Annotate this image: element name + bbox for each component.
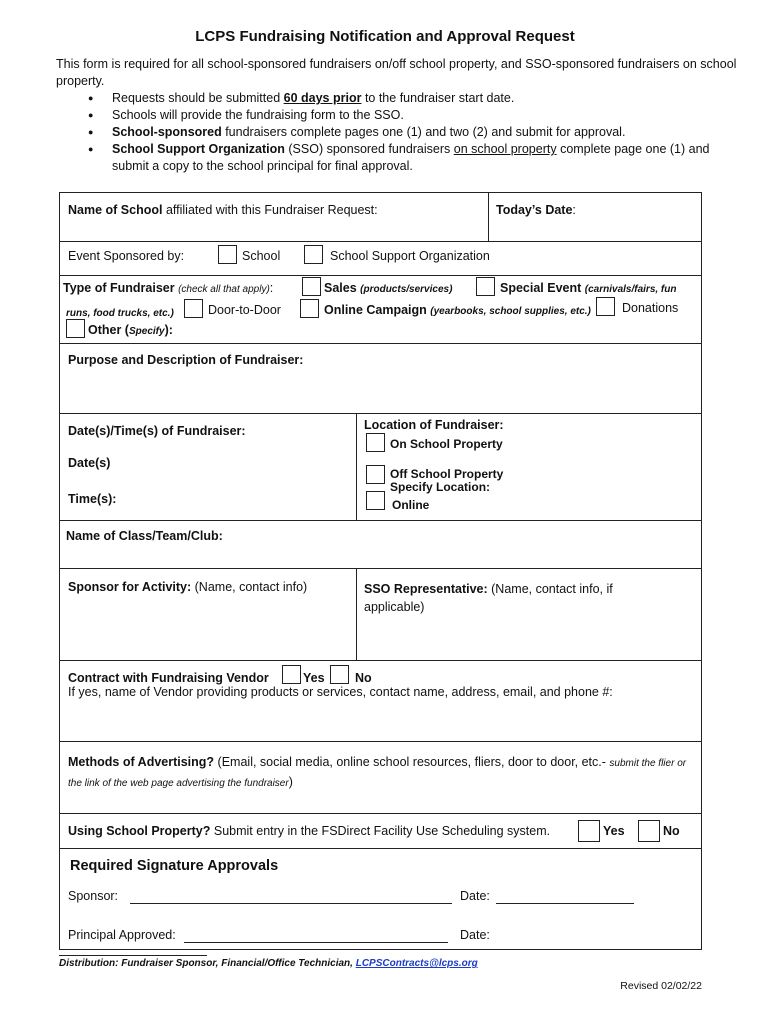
sponsor-date-line[interactable] bbox=[496, 889, 634, 904]
school-name-field[interactable]: Name of School affiliated with this Fundraiser Request: bbox=[68, 203, 378, 217]
list-item: ● School-sponsored fundraisers complete pages one (1) and two (2) and submit for approval. bbox=[56, 124, 746, 141]
special-event-checkbox[interactable] bbox=[476, 277, 495, 296]
form-title: LCPS Fundraising Notification and Approval Request bbox=[195, 28, 575, 45]
vendor-yes-label: Yes bbox=[303, 671, 325, 685]
special-event-hint-cont: runs, food trucks, etc.) bbox=[66, 308, 174, 319]
property-yes-checkbox[interactable] bbox=[578, 820, 600, 842]
dates-field[interactable]: Date(s) bbox=[68, 456, 111, 470]
school-property-label: Using School Property? Submit entry in the FSDirect Facility Use Scheduling system. bbox=[68, 824, 551, 838]
advertising-field[interactable]: Methods of Advertising? (Email, social media, online school resources, fliers, door to door, etc.- submit the flier or the link of the web page advertising the fundraiser) bbox=[68, 755, 687, 789]
sponsor-signature-line[interactable] bbox=[130, 889, 452, 904]
signatures-heading: Required Signature Approvals bbox=[70, 858, 279, 874]
on-property-label: On School Property bbox=[390, 437, 503, 451]
property-no-label: No bbox=[663, 824, 680, 838]
online-checkbox[interactable] bbox=[366, 491, 385, 510]
sponsor-signature-label: Sponsor: bbox=[68, 889, 119, 903]
sponsor-field[interactable]: Sponsor for Activity: (Name, contact info) bbox=[68, 580, 308, 594]
sso-representative-field[interactable]: SSO Representative: (Name, contact info, if applicable) bbox=[364, 582, 613, 614]
sponsor-date-label: Date: bbox=[460, 889, 490, 903]
on-property-checkbox[interactable] bbox=[366, 433, 385, 452]
principal-date-label: Date: bbox=[460, 928, 490, 942]
vendor-details-field[interactable]: If yes, name of Vendor providing products or services, contact name, address, email, and phone #: bbox=[68, 685, 613, 699]
class-team-club-field[interactable]: Name of Class/Team/Club: bbox=[66, 529, 223, 543]
list-item: ● School Support Organization (SSO) sponsored fundraisers on school property complete page one (1) and submit a copy to the school principal for final approval. bbox=[56, 141, 746, 175]
type-of-fundraiser-label: Type of Fundraiser (check all that apply): bbox=[63, 281, 274, 295]
sales-checkbox[interactable] bbox=[302, 277, 321, 296]
sales-option-label: Sales (products/services) bbox=[324, 281, 453, 295]
times-field[interactable]: Time(s): bbox=[68, 492, 117, 506]
todays-date-field[interactable]: Today’s Date: bbox=[496, 203, 576, 217]
event-sponsored-label: Event Sponsored by: bbox=[68, 249, 185, 263]
contracts-email-link[interactable]: LCPSContracts@lcps.org bbox=[355, 958, 478, 969]
vendor-no-label: No bbox=[355, 671, 372, 685]
revision-date: Revised 02/02/22 bbox=[620, 980, 702, 992]
list-item: ● Schools will provide the fundraising form to the SSO. bbox=[56, 107, 746, 124]
distribution-note: Distribution: Fundraiser Sponsor, Financial/Office Technician, LCPSContracts@lcps.org bbox=[59, 958, 478, 969]
intro-section bbox=[56, 56, 746, 175]
donations-option-label: Donations bbox=[622, 301, 679, 315]
online-campaign-option-label: Online Campaign (yearbooks, school supplies, etc.) bbox=[324, 303, 591, 317]
school-checkbox[interactable] bbox=[218, 245, 237, 264]
property-no-checkbox[interactable] bbox=[638, 820, 660, 842]
intro-text: This form is required for all school-sponsored fundraisers on/off school property, and SSO-sponsored fundraisers on school property. bbox=[56, 57, 737, 88]
sso-option-label: School Support Organization bbox=[330, 249, 490, 263]
property-yes-label: Yes bbox=[603, 824, 625, 838]
special-event-option-label: Special Event (carnivals/fairs, fun bbox=[500, 281, 677, 295]
fundraiser-form bbox=[59, 192, 702, 950]
vendor-no-checkbox[interactable] bbox=[330, 665, 349, 684]
principal-signature-line[interactable] bbox=[184, 928, 448, 943]
off-property-checkbox[interactable] bbox=[366, 465, 385, 484]
online-label: Online bbox=[392, 498, 430, 512]
other-option-label: Other (Specify): bbox=[88, 323, 173, 337]
purpose-field[interactable]: Purpose and Description of Fundraiser: bbox=[68, 353, 304, 367]
door-to-door-option-label: Door-to-Door bbox=[208, 303, 281, 317]
sso-checkbox[interactable] bbox=[304, 245, 323, 264]
dates-times-label: Date(s)/Time(s) of Fundraiser: bbox=[68, 424, 246, 438]
online-campaign-checkbox[interactable] bbox=[300, 299, 319, 318]
vendor-yes-checkbox[interactable] bbox=[282, 665, 301, 684]
donations-checkbox[interactable] bbox=[596, 297, 615, 316]
specify-location-field[interactable]: Specify Location: bbox=[390, 480, 491, 494]
list-item: ● Requests should be submitted 60 days prior to the fundraiser start date. bbox=[56, 90, 746, 107]
off-property-label: Off School Property bbox=[390, 467, 504, 481]
requirements-list bbox=[56, 90, 746, 175]
location-label: Location of Fundraiser: bbox=[364, 418, 504, 432]
school-option-label: School bbox=[242, 249, 281, 263]
vendor-contract-label: Contract with Fundraising Vendor bbox=[68, 671, 269, 685]
door-to-door-checkbox[interactable] bbox=[184, 299, 203, 318]
other-checkbox[interactable] bbox=[66, 319, 85, 338]
principal-signature-label: Principal Approved: bbox=[68, 928, 176, 942]
